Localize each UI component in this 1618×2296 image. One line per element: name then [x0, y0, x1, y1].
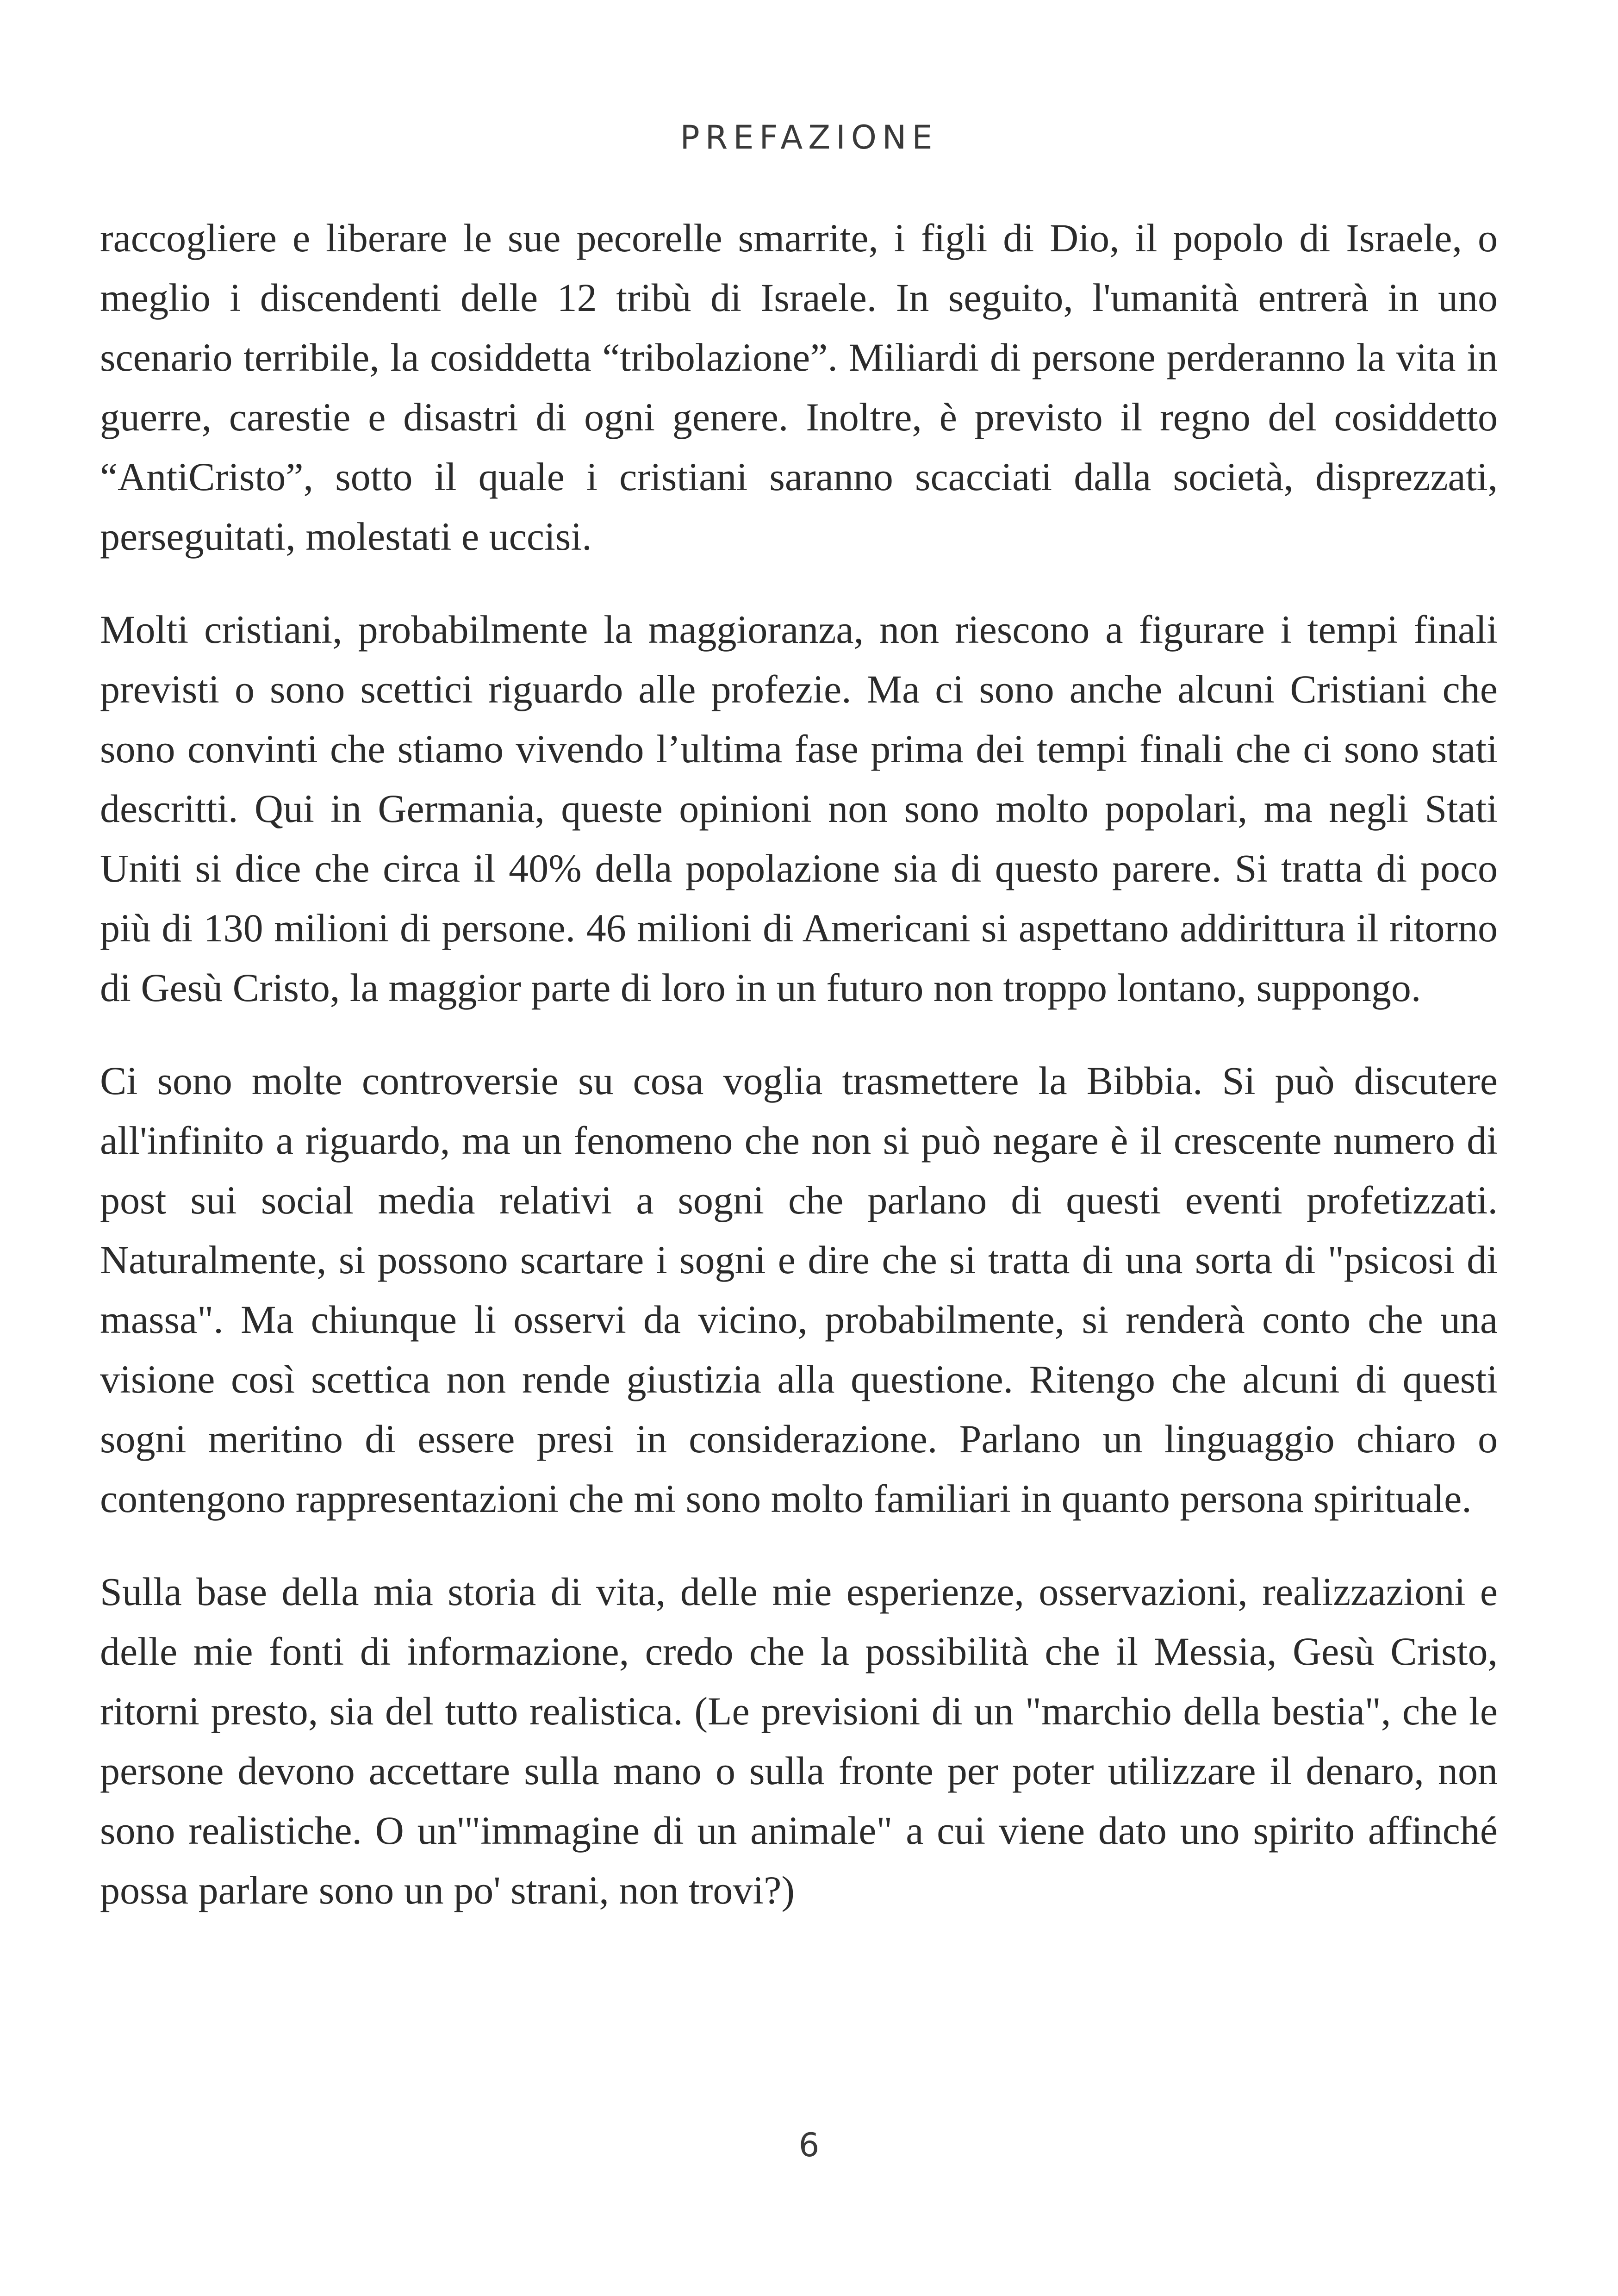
paragraph: Molti cristiani, probabilmente la maggioranza, non riescono a figurare i tempi finali previsti o sono scettici riguardo alle profezie. Ma ci sono anche alcuni Cristiani che sono convinti che stiamo vivendo l’ultima fase prima dei tempi finali che ci sono stati descritti. Qui in Germania, queste opinioni non sono molto popolari, ma negli Stati Uniti si dice che circa il 40% della popolazione sia di questo parere. Si tratta di poco più di 130 milioni di persone. 46 milioni di Americani si aspettano addirittura il ritorno di Gesù Cristo, la maggior parte di loro in un futuro non troppo lontano, suppongo.	[100, 607, 1498, 1010]
page-number: 6	[798, 2126, 820, 2164]
paragraph: Ci sono molte controversie su cosa voglia trasmettere la Bibbia. Si può discutere all'infinito a riguardo, ma un fenomeno che non si può negare è il crescente numero di post sui social media relativi a sogni che parlano di questi eventi profetizzati. Naturalmente, si possono scartare i sogni e dire che si tratta di una sorta di "psicosi di massa". Ma chiunque li osservi da vicino, probabilmente, si renderà conto che una visione così scettica non rende giustizia alla questione. Ritengo che alcuni di questi sogni meritino di essere presi in considerazione. Parlano un linguaggio chiaro o contengono rappresentazioni che mi sono molto familiari in quanto persona spirituale.	[100, 1058, 1498, 1521]
running-header: PREFAZIONE	[680, 118, 938, 156]
paragraph: raccogliere e liberare le sue pecorelle smarrite, i figli di Dio, il popolo di Israele, o meglio i discendenti delle 12 tribù di Israele. In seguito, l'umanità entrerà in uno scenario terribile, la cosiddetta “tribolazione”. Miliardi di persone perderanno la vita in guerre, carestie e disastri di ogni genere. Inoltre, è previsto il regno del cosiddetto “AntiCristo”, sotto il quale i cristiani saranno scacciati dalla società, disprezzati, perseguitati, molestati e uccisi.	[100, 216, 1498, 559]
paragraph: Sulla base della mia storia di vita, delle mie esperienze, osservazioni, realizzazioni e delle mie fonti di informazione, credo che la possibilità che il Messia, Gesù Cristo, ritorni presto, sia del tutto realistica. (Le previsioni di un "marchio della bestia", che le persone devono accettare sulla mano o sulla fronte per poter utilizzare il denaro, non sono realistiche. O un'"immagine di un animale" a cui viene dato uno spirito affinché possa parlare sono un po' strani, non trovi?)	[100, 1569, 1498, 1912]
body-text	[100, 208, 1498, 1954]
